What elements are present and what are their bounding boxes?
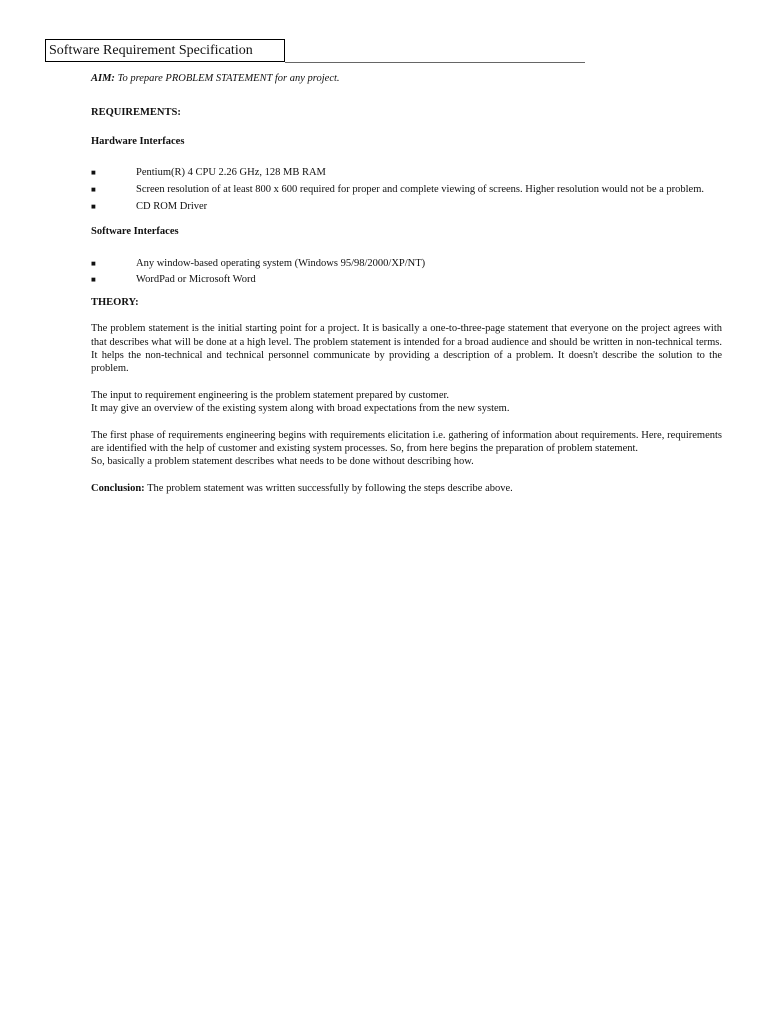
hardware-list [91, 166, 722, 213]
aim-statement [91, 72, 722, 85]
conclusion-text: The problem statement was written successfully by following the steps describe above. [144, 482, 513, 494]
aim-text: To prepare PROBLEM STATEMENT for any project. [114, 73, 340, 84]
list-item [91, 273, 722, 286]
theory-paragraph-2 [91, 389, 722, 416]
paragraph-line: The first phase of requirements engineering begins with requirements elicitation i.e. gathering of information about requirements. Here, requirements are identified with the help of customer and existing system processes. So, from here begins the preparation of problem statement. [91, 429, 722, 455]
list-item-text: Screen resolution of at least 800 x 600 required for proper and complete viewing of screens. Higher resolution would not be a problem. [136, 184, 705, 196]
bullet-icon: ■ [91, 201, 96, 211]
hardware-interfaces-heading: Hardware Interfaces [91, 135, 185, 147]
requirements-heading: REQUIREMENTS: [91, 107, 181, 119]
list-item [91, 166, 722, 179]
software-interfaces-heading: Software Interfaces [91, 226, 179, 238]
aim-label: AIM: [91, 73, 115, 84]
document-body [91, 72, 722, 495]
theory-paragraph-1 [91, 322, 722, 376]
bullet-icon: ■ [91, 258, 96, 268]
paragraph-line: The input to requirement engineering is the problem statement prepared by customer. [91, 389, 450, 401]
theory-heading: THEORY: [91, 296, 139, 308]
software-list [91, 257, 722, 287]
document-header-title: Software Requirement Specification [45, 39, 285, 62]
list-item-text: WordPad or Microsoft Word [136, 274, 256, 286]
header-rule [285, 62, 585, 63]
bullet-icon: ■ [91, 275, 96, 285]
list-item-text: Any window-based operating system (Windows 95/98/2000/XP/NT) [136, 257, 426, 269]
paragraph-text: The problem statement is the initial starting point for a project. It is basically a one-to-three-page statement that everyone on the project agrees with that describes what will be done at a high level. The problem statement is intended for a broad audience and should be written in non-technical terms. It helps the non-technical and technical personnel communicate by providing a description of a problem. It doesn't describe the solution to the problem. [91, 323, 722, 375]
bullet-icon: ■ [91, 185, 96, 195]
list-item-text: CD ROM Driver [136, 200, 208, 212]
bullet-icon: ■ [91, 168, 96, 178]
paragraph-line: It may give an overview of the existing system along with broad expectations from the new system. [91, 403, 510, 415]
paragraph-line: So, basically a problem statement describes what needs to be done without describing how. [91, 456, 474, 468]
list-item [91, 257, 722, 270]
theory-paragraph-3 [91, 429, 722, 469]
conclusion-statement [91, 482, 722, 495]
conclusion-label: Conclusion: [91, 482, 145, 494]
list-item [91, 183, 722, 196]
list-item-text: Pentium(R) 4 CPU 2.26 GHz, 128 MB RAM [136, 167, 326, 179]
list-item [91, 200, 722, 213]
